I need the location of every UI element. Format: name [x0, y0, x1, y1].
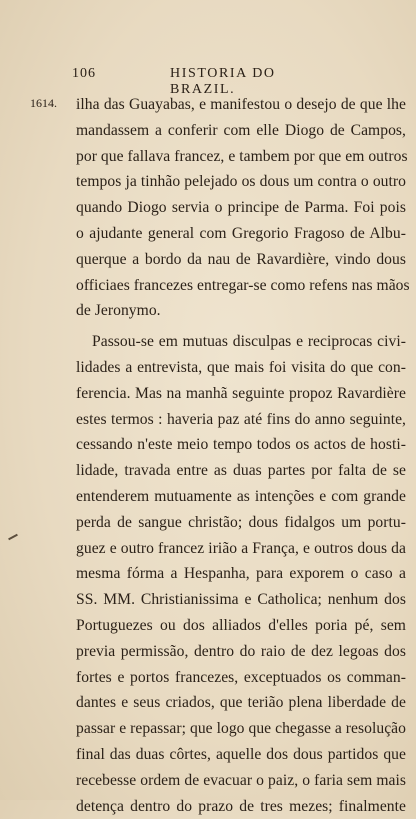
text-line: mesma fórma a Hespanha, para exporem o caso a: [76, 565, 406, 583]
text-line: passar e repassar; que logo que chegasse a resolução: [76, 720, 406, 738]
paragraph-1: [76, 92, 410, 324]
text-line: ilha das Guayabas, e manifestou o desejo de que lhe: [76, 96, 406, 113]
text-line: de Jeronymo.: [76, 302, 161, 320]
text-line: previa permissão, dentro do raio de dez legoas dos: [76, 642, 406, 660]
text-line: lidade, travada entre as duas partes por falta de se: [76, 462, 406, 480]
text-line: tempos ja tinhão pelejado os dous um contra o outro: [76, 173, 406, 191]
text-line: recebesse ordem de evacuar o paiz, o faria sem mais: [76, 771, 406, 789]
text-line: Portuguezes ou dos alliados d'elles poria pé, sem: [76, 616, 406, 634]
text-line: Passou-se em mutuas disculpas e reciprocas civi-: [92, 333, 406, 351]
text-line: dantes e seus criados, que terião plena liberdade de: [76, 694, 406, 712]
text-line: fortes e portos francezes, exceptuados os comman-: [76, 668, 406, 686]
text-line: final das duas côrtes, aquelle dos dous partidos que: [76, 745, 406, 763]
running-title: HISTORIA DO BRAZIL.: [170, 66, 276, 97]
text-line: estes termos : haveria paz até fins do anno seguinte,: [76, 410, 406, 428]
text-line: officiaes francezes entregar-se como refens nas mãos: [76, 276, 410, 294]
text-line: mandassem a conferir com elle Diogo de Campos,: [76, 121, 406, 139]
text-line: lidades a entrevista, que mais foi visita do que con-: [76, 358, 406, 376]
running-head: [72, 66, 336, 97]
text-line: por que fallava francez, e tambem por que em outros: [76, 147, 408, 165]
text-line: entenderem mutuamente as intenções e com grande: [76, 487, 406, 505]
body-text: [76, 92, 410, 819]
text-line: perda de sangue christão; dous fidalgos um portu-: [76, 513, 406, 531]
text-line: quando Diogo servia o principe de Parma. Foi pois: [76, 199, 406, 217]
ink-mark: [8, 534, 18, 540]
text-line: o ajudante general com Gregorio Fragoso de Albu-: [76, 224, 406, 242]
text-line: cessando n'este meio tempo todos os actos de hosti-: [76, 436, 406, 454]
paragraph-2: [76, 329, 406, 819]
text-line: detença dentro do prazo de tres mezes; finalmente: [76, 797, 406, 815]
text-line: querque a bordo da nau de Ravardière, vindo dous: [76, 250, 406, 268]
text-line: SS. MM. Christianissima e Catholica; nenhum dos: [76, 591, 406, 609]
text-line: ferencia. Mas na manhã seguinte propoz Ravardière: [76, 384, 406, 402]
margin-year-note: 1614.: [30, 96, 57, 110]
text-line: guez e outro francez irião a França, e outros dous da: [76, 539, 406, 557]
page-number: 106: [72, 66, 96, 81]
